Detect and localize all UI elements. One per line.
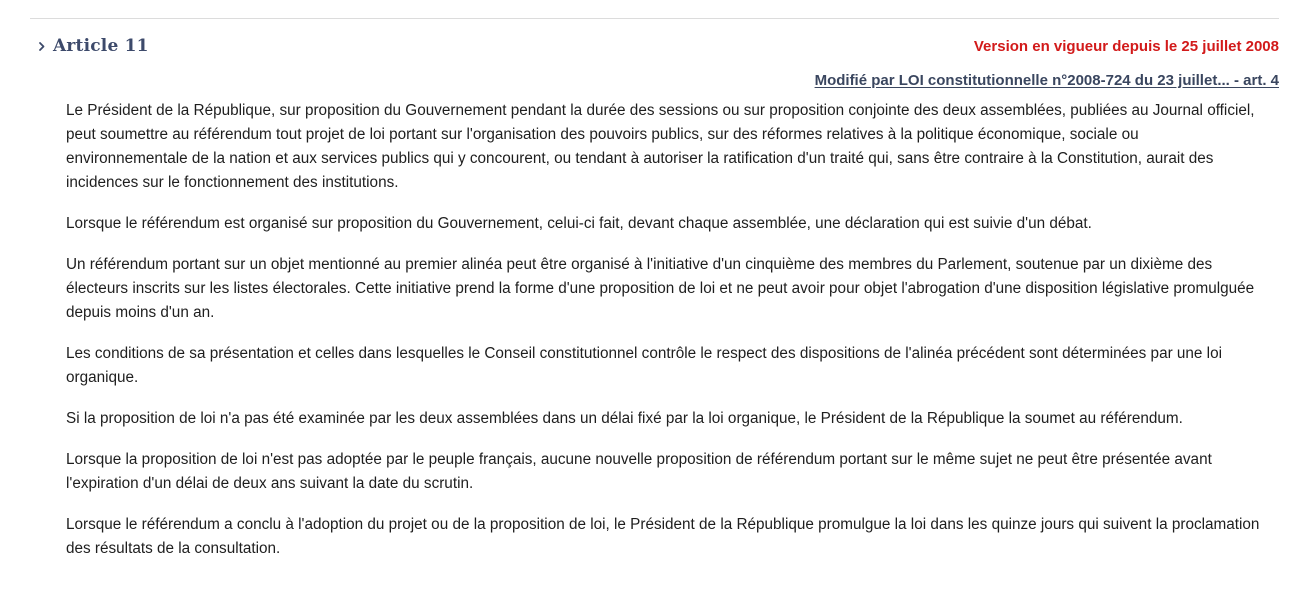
article-header[interactable] [38,36,149,56]
paragraph-7: Lorsque le référendum a conclu à l'adoption du projet ou de la proposition de loi, le Président de la République promulgue la loi dans les quinze jours qui suivent la proclamation des résultats de la consultation. [66,516,1260,557]
version-status: Version en vigueur depuis le 25 juillet 2008 [973,38,1279,55]
top-divider [30,18,1279,19]
paragraph-4: Les conditions de sa présentation et celles dans lesquelles le Conseil constitutionnel contrôle le respect des dispositions de l'alinéa précédent sont déterminées par une loi organique. [66,345,1222,386]
article-content [66,99,1262,578]
paragraph-6: Lorsque la proposition de loi n'est pas adoptée par le peuple français, aucune nouvelle proposition de référendum portant sur le même sujet ne peut être présentée avant l'expiration d'un délai de deux ans suivant la date du scrutin. [66,451,1212,492]
paragraph-3: Un référendum portant sur un objet mentionné au premier alinéa peut être organisé à l'initiative d'un cinquième des membres du Parlement, soutenue par un dixième des électeurs inscrits sur les listes électorales. Cette initiative prend la forme d'une proposition de loi et ne peut avoir pour objet l'abrogation d'une disposition législative promulguée depuis moins d'un an. [66,256,1255,321]
paragraph-2: Lorsque le référendum est organisé sur proposition du Gouvernement, celui-ci fait, devant chaque assemblée, une déclaration qui est suivie d'un débat. [66,215,1092,232]
article-title[interactable]: Article 11 [53,36,149,56]
chevron-right-icon[interactable] [38,39,46,53]
paragraph-5: Si la proposition de loi n'a pas été examinée par les deux assemblées dans un délai fixé par la loi organique, le Président de la République la soumet au référendum. [66,410,1183,427]
modified-by-link[interactable]: Modifié par LOI constitutionnelle n°2008-724 du 23 juillet... - art. 4 [814,72,1279,89]
paragraph-1: Le Président de la République, sur proposition du Gouvernement pendant la durée des sessions ou sur proposition conjointe des deux assemblées, publiées au Journal officiel, peut soumettre au référendum tout projet de loi portant sur l'organisation des pouvoirs publics, sur des réformes relatives à la politique économique, sociale ou environnementale de la nation et aux services publics qui y concourent, ou tendant à autoriser la ratification d'un traité qui, sans être contraire à la Constitution, aurait des incidences sur le fonctionnement des institutions. [66,102,1255,191]
